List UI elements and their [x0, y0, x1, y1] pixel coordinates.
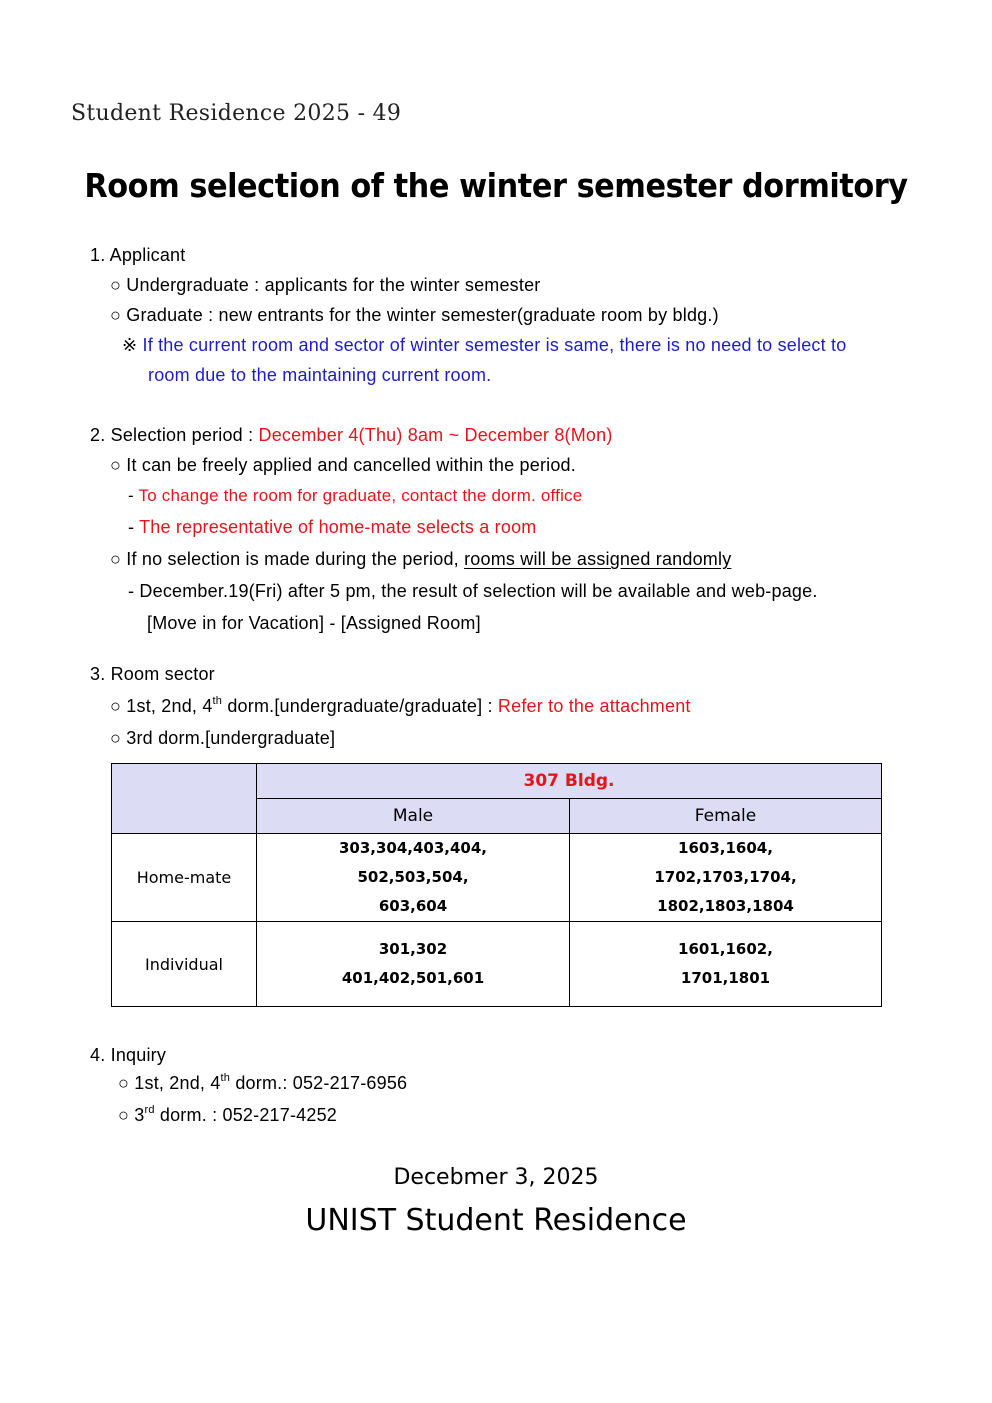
dash-icon: - — [128, 581, 135, 601]
section-heading-room-sector: 3. Room sector — [90, 664, 215, 684]
bullet-circle-icon: ○ — [118, 1105, 130, 1125]
bullet-circle-icon: ○ — [110, 305, 122, 325]
home-mate-representative-note: The representative of home-mate selects a room — [139, 517, 537, 537]
list-item — [110, 549, 731, 570]
list-item — [110, 305, 719, 326]
room-list-line: 1802,1803,1804 — [657, 897, 794, 915]
attachment-reference: Refer to the attachment — [497, 696, 691, 716]
row-label-home-mate: Home-mate — [112, 834, 257, 922]
dorm-1-2-4-text: 1st, 2nd, 4 — [126, 696, 213, 716]
list-item — [118, 1105, 337, 1126]
selection-period-label: 2. Selection period : — [90, 425, 259, 445]
list-item — [110, 455, 576, 476]
room-list-line: 502,503,504, — [357, 868, 469, 886]
room-list-line: 1701,1801 — [680, 969, 771, 987]
result-menu-path: [Move in for Vacation] - [Assigned Room] — [147, 613, 481, 633]
ordinal-suffix: th — [220, 1072, 231, 1084]
sub-item — [128, 581, 818, 602]
room-list-line: 603,604 — [378, 897, 448, 915]
table-header-row — [112, 764, 882, 799]
room-list-line: 303,304,403,404, — [338, 839, 488, 857]
note-line-2: room due to the maintaining current room. — [148, 365, 492, 385]
individual-male-rooms — [257, 922, 570, 1007]
list-item — [110, 275, 541, 296]
document-number: Student Residence 2025 - 49 — [71, 101, 402, 126]
section-heading-selection-period — [90, 425, 613, 446]
room-list-line: 1702,1703,1704, — [654, 868, 797, 886]
random-assignment-text: rooms will be assigned randomly — [464, 549, 732, 569]
individual-female-rooms — [570, 922, 882, 1007]
result-announcement: December.19(Fri) after 5 pm, the result of selection will be available and web-page. — [139, 581, 818, 601]
room-list-line: 401,402,501,601 — [341, 969, 485, 987]
ordinal-suffix: rd — [144, 1104, 155, 1116]
reference-mark-icon: ※ — [122, 335, 138, 355]
section-heading-applicant: 1. Applicant — [90, 245, 186, 265]
table-corner-cell — [112, 764, 257, 834]
room-list-line: 1601,1602, — [678, 940, 773, 958]
bullet-circle-icon: ○ — [110, 455, 122, 475]
list-item — [110, 728, 335, 749]
selection-period-dates: December 4(Thu) 8am ~ December 8(Mon) — [258, 425, 613, 445]
graduate-change-note: To change the room for graduate, contact the dorm. office — [138, 486, 583, 505]
home-mate-female-rooms — [570, 834, 882, 922]
ordinal-suffix: th — [212, 695, 223, 707]
note — [122, 335, 846, 356]
no-selection-text: If no selection is made during the period, — [126, 549, 465, 569]
building-header: 307 Bldg. — [257, 764, 882, 799]
sub-item — [128, 486, 582, 506]
room-sector-table — [111, 763, 882, 1007]
table-row — [112, 834, 882, 922]
room-list-line: 1603,1604, — [678, 839, 773, 857]
dorm-1-2-4-suffix: dorm.[undergraduate/graduate] : — [222, 696, 498, 716]
issue-date: Decebmer 3, 2025 — [393, 1165, 599, 1190]
applicant-graduate: Graduate : new entrants for the winter semester(graduate room by bldg.) — [126, 305, 719, 325]
bullet-circle-icon: ○ — [110, 696, 122, 716]
table-row — [112, 922, 882, 1007]
freely-applied-text: It can be freely applied and cancelled within the period. — [126, 455, 576, 475]
column-header-female: Female — [570, 799, 882, 834]
inquiry-dorm-1-2-4: 1st, 2nd, 4 — [134, 1073, 221, 1093]
bullet-circle-icon: ○ — [118, 1073, 130, 1093]
row-label-individual: Individual — [112, 922, 257, 1007]
section-heading-inquiry: 4. Inquiry — [90, 1045, 167, 1065]
column-header-male: Male — [257, 799, 570, 834]
bullet-circle-icon: ○ — [110, 728, 122, 748]
dash-icon: - — [128, 517, 135, 537]
issuing-organization: UNIST Student Residence — [305, 1203, 687, 1238]
note-line-1: If the current room and sector of winter semester is same, there is no need to select to — [142, 335, 847, 355]
list-item — [118, 1073, 407, 1094]
page-title: Room selection of the winter semester dormitory — [84, 166, 908, 205]
inquiry-dorm-3: 3 — [134, 1105, 145, 1125]
bullet-circle-icon: ○ — [110, 275, 122, 295]
inquiry-phone-2: dorm. : 052-217-4252 — [154, 1105, 337, 1125]
dorm-3-text: 3rd dorm.[undergraduate] — [126, 728, 336, 748]
inquiry-phone-1: dorm.: 052-217-6956 — [230, 1073, 408, 1093]
bullet-circle-icon: ○ — [110, 549, 122, 569]
room-list-line: 301,302 — [378, 940, 448, 958]
sub-item — [128, 517, 536, 538]
list-item — [110, 696, 691, 717]
home-mate-male-rooms — [257, 834, 570, 922]
applicant-undergraduate: Undergraduate : applicants for the winter semester — [126, 275, 541, 295]
dash-icon: - — [128, 486, 134, 505]
